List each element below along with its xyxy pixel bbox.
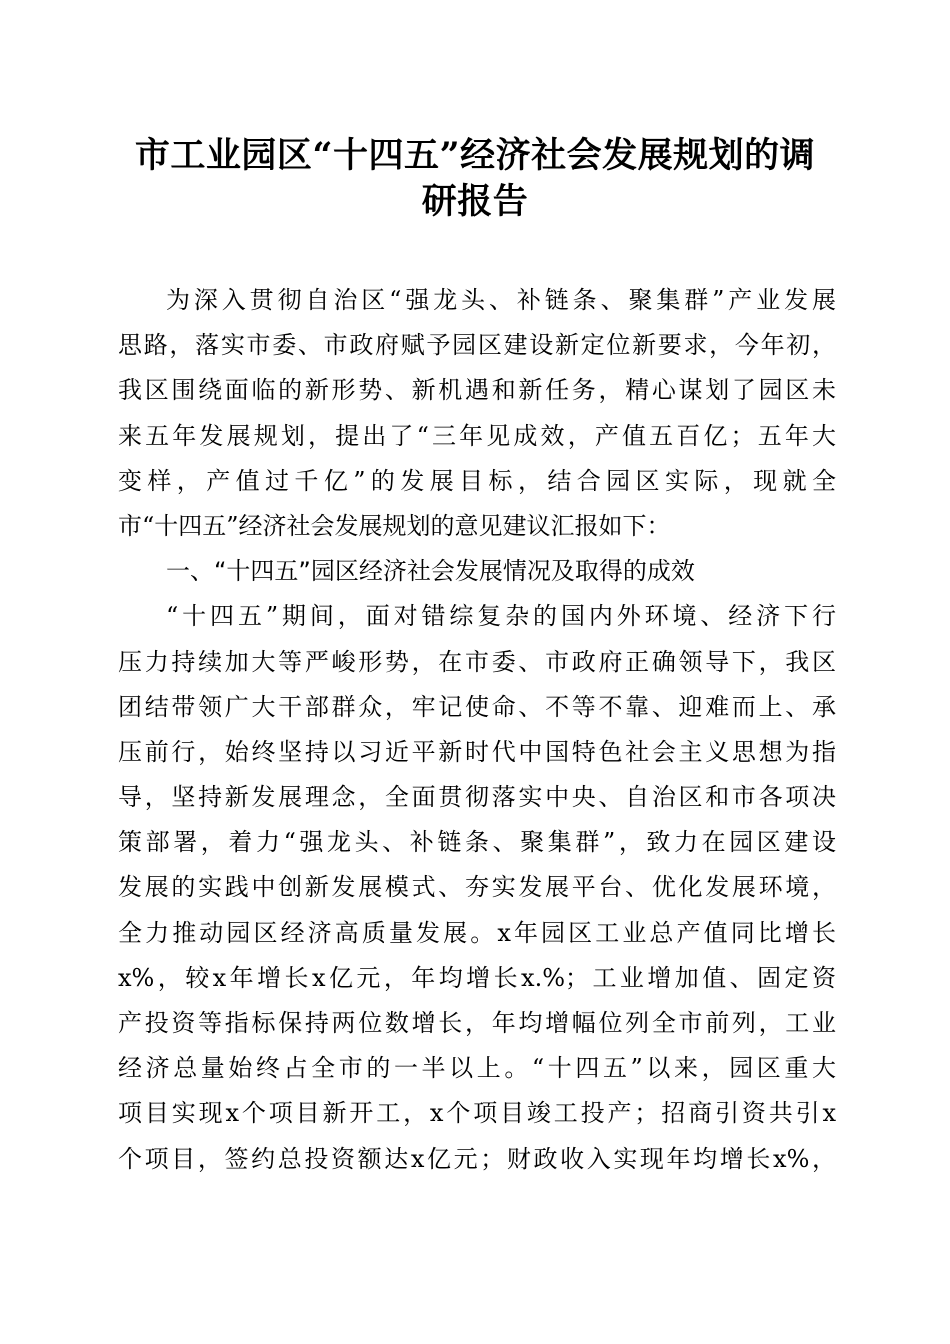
paragraph-line: 发展的实践中创新发展模式、夯实发展平台、优化发展环境， [118, 873, 836, 902]
paragraph-line: 为深入贯彻自治区“强龙头、补链条、聚集群”产业发展 [166, 286, 836, 314]
title-line-1: 市工业园区“十四五”经济社会发展规划的调 [134, 135, 816, 176]
paragraph-achievements [118, 594, 836, 1181]
section-heading: 一、“十四五”园区经济社会发展情况及取得的成效 [166, 557, 695, 586]
title-line-2: 研报告 [421, 181, 529, 222]
paragraph-line: 团结带领广大干部群众，牢记使命、不等不靠、迎难而上、承 [118, 692, 836, 721]
paragraph-line: “十四五”期间，面对错综复杂的国内外环境、经济下行 [166, 602, 836, 631]
paragraph-line: 经济总量始终占全市的一半以上。“十四五”以来，园区重大 [118, 1054, 836, 1083]
paragraph-line: 项目实现x个项目新开工，x个项目竣工投产；招商引资共引x [118, 1099, 836, 1128]
paragraph-line: 压力持续加大等严峻形势，在市委、市政府正确领导下，我区 [118, 647, 836, 676]
paragraph-line: 压前行，始终坚持以习近平新时代中国特色社会主义思想为指 [118, 737, 836, 766]
paragraph-intro [118, 278, 836, 549]
document-body [118, 278, 836, 1182]
paragraph-line: 策部署，着力“强龙头、补链条、聚集群”，致力在园区建设 [118, 828, 836, 857]
paragraph-line: 市“十四五”经济社会发展规划的意见建议汇报如下： [118, 511, 671, 540]
paragraph-line: 我区围绕面临的新形势、新机遇和新任务，精心谋划了园区未 [118, 376, 836, 405]
paragraph-line: 产投资等指标保持两位数增长，年均增幅位列全市前列，工业 [118, 1009, 836, 1037]
paragraph-line: 来五年发展规划，提出了“三年见成效，产值五百亿；五年大 [118, 421, 836, 450]
paragraph-line: 全力推动园区经济高质量发展。x年园区工业总产值同比增长 [118, 918, 836, 947]
paragraph-line: 思路，落实市委、市政府赋予园区建设新定位新要求，今年初， [118, 331, 836, 360]
paragraph-line: 导，坚持新发展理念，全面贯彻落实中央、自治区和市各项决 [118, 783, 836, 812]
paragraph-line: 个项目，签约总投资额达x亿元；财政收入实现年均增长x%， [118, 1144, 836, 1173]
paragraph-line: 变样，产值过千亿”的发展目标，结合园区实际，现就全 [118, 466, 836, 495]
document-title [100, 133, 850, 225]
paragraph-line: x%，较x年增长x亿元，年均增长x.%；工业增加值、固定资 [118, 963, 836, 992]
